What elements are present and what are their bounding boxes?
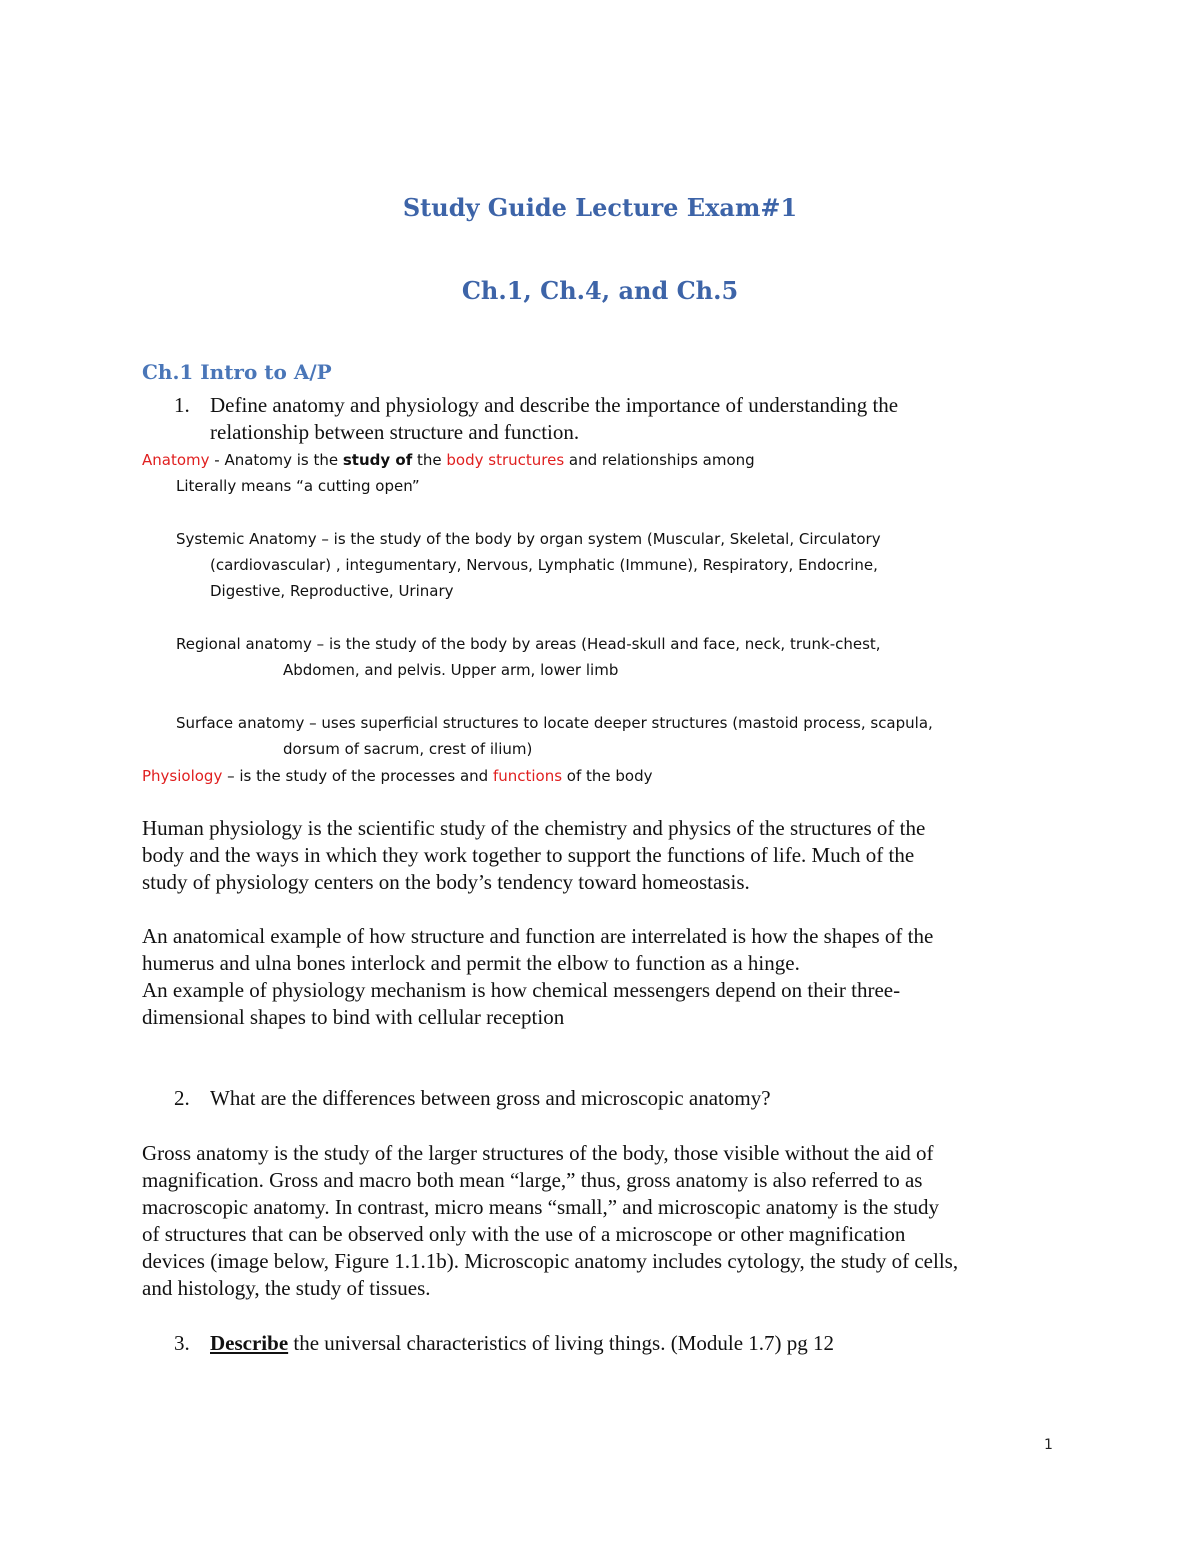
page-number: 1	[1044, 1437, 1053, 1453]
anatomy-literal-meaning: Literally means “a cutting open”	[176, 477, 420, 495]
document-title: Study Guide Lecture Exam#1	[402, 193, 798, 222]
question-number: 2.	[174, 1086, 190, 1110]
paragraph-line: study of physiology centers on the body’s tendency toward homeostasis.	[142, 870, 750, 894]
emphasis-functions: functions	[492, 767, 563, 785]
emphasis-describe: Describe	[210, 1331, 289, 1355]
section-title: Ch.1 Intro to A/P	[142, 360, 332, 384]
physiology-definition: Physiology – is the study of the processes and functions of the body	[142, 767, 653, 785]
regional-anatomy-line: Regional anatomy – is the study of the body by areas (Head-skull and face, neck, trunk-chest,	[176, 635, 881, 653]
question-text: What are the differences between gross and microscopic anatomy?	[210, 1086, 771, 1110]
paragraph-line: humerus and ulna bones interlock and permit the elbow to function as a hinge.	[142, 951, 800, 975]
question-1	[174, 392, 898, 419]
question-1-continuation: relationship between structure and function.	[210, 420, 580, 444]
paragraph-line: An example of physiology mechanism is how chemical messengers depend on their three-	[142, 978, 901, 1002]
document-subtitle: Ch.1, Ch.4, and Ch.5	[461, 276, 739, 305]
question-number: 1.	[174, 393, 190, 417]
anatomy-definition: Anatomy - Anatomy is the study of the body structures and relationships among	[142, 451, 755, 469]
surface-anatomy-line: Surface anatomy – uses superficial structures to locate deeper structures (mastoid process, scapula,	[176, 714, 933, 732]
paragraph-line: of structures that can be observed only with the use of a microscope or other magnification	[142, 1222, 906, 1246]
paragraph-line: body and the ways in which they work together to support the functions of life. Much of the	[142, 843, 915, 867]
paragraph-line: devices (image below, Figure 1.1.1b). Microscopic anatomy includes cytology, the study of cells,	[142, 1249, 959, 1273]
emphasis-study-of: study of	[342, 451, 413, 469]
paragraph-line: magnification. Gross and macro both mean “large,” thus, gross anatomy is also referred to as	[142, 1168, 923, 1192]
emphasis-body-structures: body structures	[446, 451, 565, 469]
physiology-term: Physiology	[142, 767, 223, 785]
paragraph-line: macroscopic anatomy. In contrast, micro means “small,” and microscopic anatomy is the study	[142, 1195, 939, 1219]
question-3	[174, 1330, 834, 1357]
paragraph-line: An anatomical example of how structure and function are interrelated is how the shapes of the	[142, 924, 934, 948]
question-text: the universal characteristics of living things. (Module 1.7) pg 12	[288, 1331, 835, 1355]
paragraph-line: Gross anatomy is the study of the larger structures of the body, those visible without the aid of	[142, 1141, 934, 1165]
question-2	[174, 1085, 771, 1112]
surface-anatomy-line: dorsum of sacrum, crest of ilium)	[283, 740, 533, 758]
systemic-anatomy-line: (cardiovascular) , integumentary, Nervous, Lymphatic (Immune), Respiratory, Endocrine,	[210, 556, 878, 574]
paragraph-line: and histology, the study of tissues.	[142, 1276, 431, 1300]
question-text: Define anatomy and physiology and describe the importance of understanding the	[210, 393, 899, 417]
question-number: 3.	[174, 1331, 190, 1355]
paragraph-line: dimensional shapes to bind with cellular reception	[142, 1005, 565, 1029]
systemic-anatomy-line: Digestive, Reproductive, Urinary	[210, 582, 454, 600]
regional-anatomy-line: Abdomen, and pelvis. Upper arm, lower limb	[283, 661, 619, 679]
systemic-anatomy-line: Systemic Anatomy – is the study of the body by organ system (Muscular, Skeletal, Circulatory	[176, 530, 881, 548]
paragraph-line: Human physiology is the scientific study of the chemistry and physics of the structures of the	[142, 816, 926, 840]
anatomy-term: Anatomy	[142, 451, 210, 469]
